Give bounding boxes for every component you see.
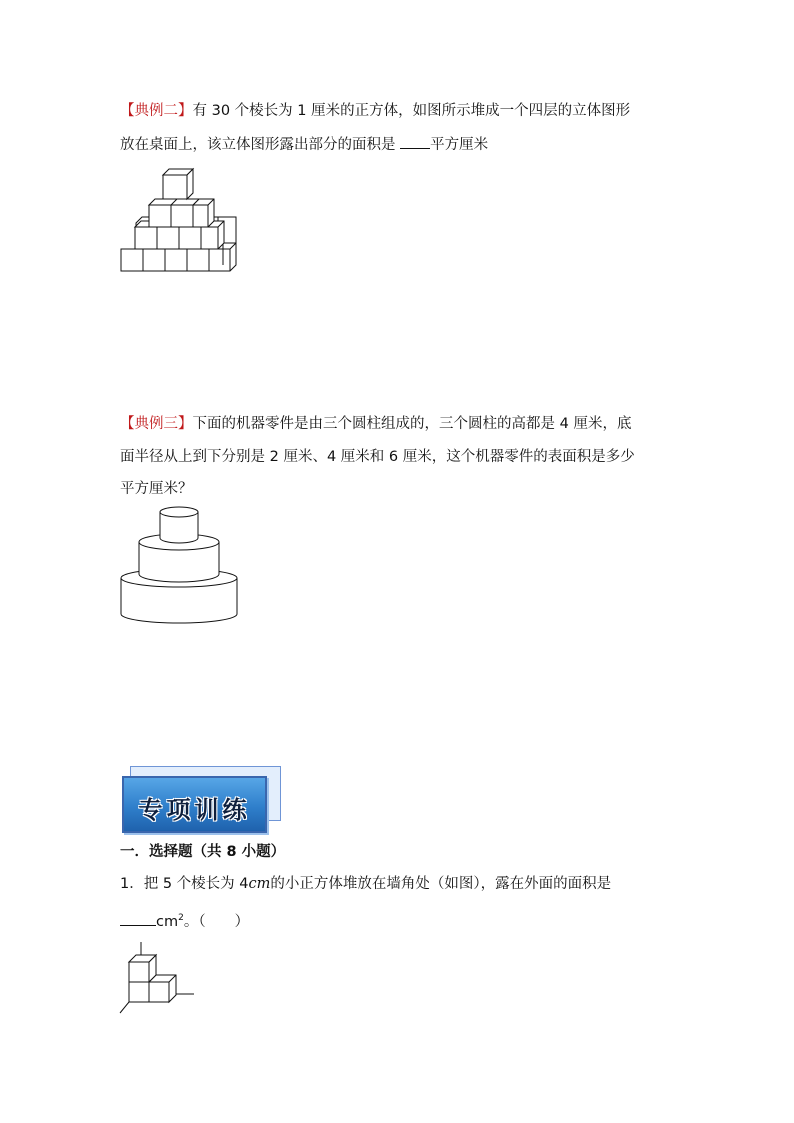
question1-unit: cm	[156, 913, 179, 930]
question1-unit-sup: 2	[178, 913, 184, 923]
question1-unit-cm: cm	[248, 876, 271, 892]
question1-answer-paren: 。（ ）	[183, 913, 250, 930]
question1-line1	[120, 874, 611, 894]
banner-label: 专项训练	[138, 796, 251, 824]
corner-cubes-figure	[118, 940, 196, 1016]
stacked-cylinders-figure	[118, 504, 242, 626]
example2-tag: 【典例二】	[120, 103, 193, 119]
example3-text-1: 下面的机器零件是由三个圆柱组成的，三个圆柱的高都是 4 厘米，底	[192, 416, 632, 432]
question1-blank	[120, 911, 156, 926]
cube-pyramid-figure	[118, 168, 238, 274]
example2-line2	[120, 134, 488, 155]
question1-text-1: 1．把 5 个棱长为 4	[120, 876, 249, 892]
question1-line2	[120, 908, 249, 932]
example3-line2	[120, 447, 635, 467]
example2-line1	[120, 101, 630, 121]
example3-line3	[120, 479, 193, 499]
answer-blank	[400, 134, 430, 149]
section-heading: 一．选择题（共 8 小题）	[120, 844, 286, 860]
example2-text-2: 放在桌面上，该立体图形露出部分的面积是	[120, 137, 401, 153]
example3-text-3: 平方厘米？	[120, 481, 193, 497]
example2-text-1: 有 30 个棱长为 1 厘米的正方体，如图所示堆成一个四层的立体图形	[192, 103, 631, 119]
example2-unit: 平方厘米	[430, 137, 489, 153]
example3-line1	[120, 414, 631, 434]
banner-face	[122, 776, 267, 833]
example3-text-2: 面半径从上到下分别是 2 厘米、4 厘米和 6 厘米，这个机器零件的表面积是多少	[120, 449, 635, 465]
example3-tag: 【典例三】	[120, 416, 193, 432]
question1-text-2: 的小正方体堆放在墙角处（如图），露在外面的面积是	[270, 876, 612, 892]
special-training-banner	[122, 766, 279, 829]
